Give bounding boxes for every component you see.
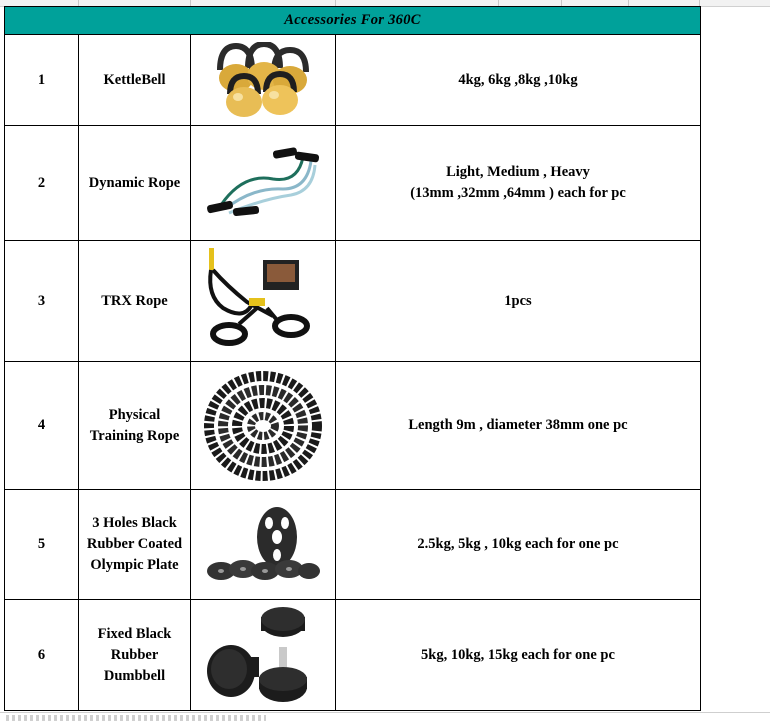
item-spec (336, 35, 701, 126)
item-spec (336, 600, 701, 711)
item-image-cell (191, 35, 336, 126)
item-image-cell (191, 241, 336, 362)
item-image-cell (191, 490, 336, 600)
olympic-plate-image (203, 505, 323, 585)
item-image-cell (191, 600, 336, 711)
row-number: 2 (5, 126, 79, 241)
table-row (5, 35, 701, 126)
item-name: Dynamic Rope (79, 126, 191, 241)
spec-line: 4kg, 6kg ,8kg ,10kg (458, 71, 578, 88)
row-number: 1 (5, 35, 79, 126)
item-name: Physical Training Rope (79, 362, 191, 490)
spec-line: 5kg, 10kg, 15kg each for one pc (421, 646, 615, 663)
item-name: 3 Holes Black Rubber Coated Olympic Plate (79, 490, 191, 600)
table-row (5, 362, 701, 490)
dumbbell-image (203, 603, 323, 707)
item-name: KettleBell (79, 35, 191, 126)
table-row (5, 241, 701, 362)
spec-line: Length 9m , diameter 38mm one pc (408, 417, 628, 433)
trx-strap-image (203, 246, 323, 356)
resistance-band-image (203, 143, 323, 223)
kettlebell-image (208, 42, 318, 118)
item-spec (336, 362, 701, 490)
spec-line: (13mm ,32mm ,64mm ) each for pc (410, 185, 626, 201)
spec-line: 1pcs (504, 292, 532, 309)
row-number: 3 (5, 241, 79, 362)
row-number: 6 (5, 600, 79, 711)
item-spec (336, 241, 701, 362)
item-image-cell (191, 362, 336, 490)
spec-line: Light, Medium , Heavy (446, 164, 590, 180)
item-spec (336, 126, 701, 241)
table-row (5, 600, 701, 711)
battle-rope-image (204, 368, 322, 484)
accessories-table (4, 6, 701, 711)
row-number: 5 (5, 490, 79, 600)
item-spec (336, 490, 701, 600)
item-name: TRX Rope (79, 241, 191, 362)
row-number: 4 (5, 362, 79, 490)
item-image-cell (191, 126, 336, 241)
table-row (5, 490, 701, 600)
table-row (5, 126, 701, 241)
item-name: Fixed Black Rubber Dumbbell (79, 600, 191, 711)
spec-line: 2.5kg, 5kg , 10kg each for one pc (417, 536, 619, 552)
table-title: Accessories For 360C (5, 7, 701, 35)
